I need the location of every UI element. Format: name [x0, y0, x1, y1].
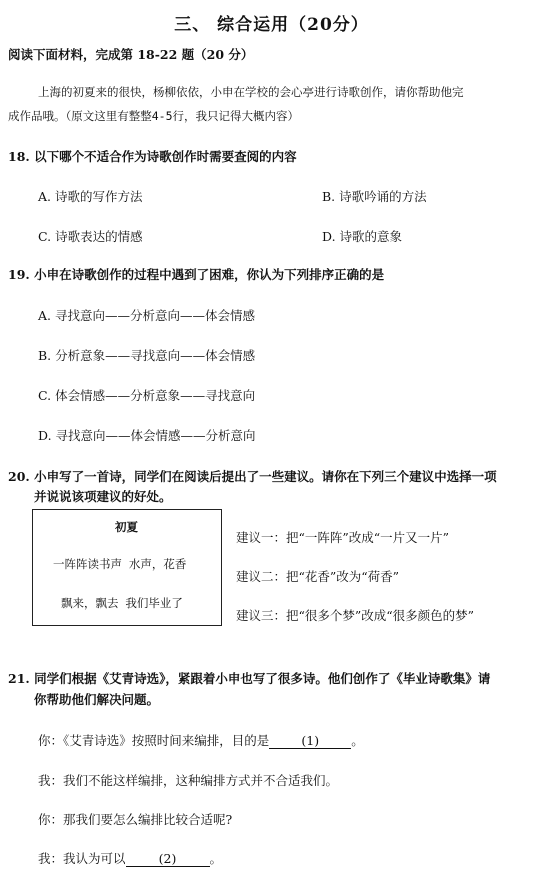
instruction: 阅读下面材料，完成第 18-22 题（20 分） — [8, 47, 254, 62]
q21-stem-line-1: 21. 同学们根据《艾青诗选》，紧跟着小申也写了很多诗。他们创作了《毕业诗歌集》请 — [8, 671, 491, 686]
q18-option-d: D. 诗歌的意象 — [322, 229, 403, 244]
poem-box — [32, 509, 222, 626]
q21-stem-line-2: 你帮助他们解决问题。 — [34, 692, 160, 707]
section-title: 三、 综合运用（20分） — [174, 15, 369, 35]
poem-title: 初夏 — [115, 520, 138, 534]
dialog-4-prefix: 我：我认为可以 — [38, 851, 126, 866]
dialog-1-prefix: 你：《艾青诗选》按照时间来编排，目的是 — [38, 733, 270, 748]
q18-option-c: C. 诗歌表达的情感 — [38, 229, 143, 244]
material-line-2: 成作品哦。（原文这里有整整4-5行，我只记得大概内容） — [8, 109, 300, 123]
q19-option-c: C. 体会情感——分析意象——寻找意向 — [38, 388, 256, 403]
q19-stem: 19. 小申在诗歌创作的过程中遇到了困难，你认为下列排序正确的是 — [8, 267, 385, 282]
dialog-line-1 — [38, 731, 364, 749]
suggestion-3: 建议三：把“很多个梦”改成“很多颜色的梦” — [236, 608, 475, 623]
q19-option-b: B. 分析意象——寻找意向——体会情感 — [38, 348, 256, 363]
dialog-line-3: 你：那我们要怎么编排比较合适呢? — [38, 812, 233, 827]
poem-line-2: 飘来，飘去 我们毕业了 — [61, 596, 183, 610]
suggestion-2: 建议二：把“花香”改为“荷香” — [236, 569, 400, 584]
q19-option-a: A. 寻找意向——分析意向——体会情感 — [38, 308, 255, 323]
material-line-1: 上海的初夏来的很快，杨柳依依，小申在学校的会心亭进行诗歌创作，请你帮助他完 — [38, 85, 464, 99]
q19-option-d: D. 寻找意向——体会情感——分析意向 — [38, 428, 256, 443]
answer-blank-2[interactable]: (2) — [126, 851, 210, 867]
q18-option-b: B. 诗歌吟诵的方法 — [322, 189, 427, 204]
q20-stem-line-1: 20. 小申写了一首诗，同学们在阅读后提出了一些建议。请你在下列三个建议中选择一项 — [8, 469, 497, 484]
poem-line-1: 一阵阵读书声 水声，花香 — [53, 557, 187, 571]
q18-stem: 18. 以下哪个不适合作为诗歌创作时需要查阅的内容 — [8, 149, 297, 164]
dialog-line-4 — [38, 849, 222, 867]
answer-blank-1[interactable]: (1) — [269, 733, 351, 749]
suggestion-1: 建议一：把“一阵阵”改成“一片又一片” — [236, 530, 450, 545]
q20-stem-line-2: 并说说该项建议的好处。 — [34, 489, 172, 504]
dialog-line-2: 我：我们不能这样编排，这种编排方式并不合适我们。 — [38, 773, 339, 788]
dialog-4-suffix: 。 — [209, 851, 223, 866]
q18-option-a: A. 诗歌的写作方法 — [38, 189, 143, 204]
dialog-1-suffix: 。 — [351, 733, 364, 748]
